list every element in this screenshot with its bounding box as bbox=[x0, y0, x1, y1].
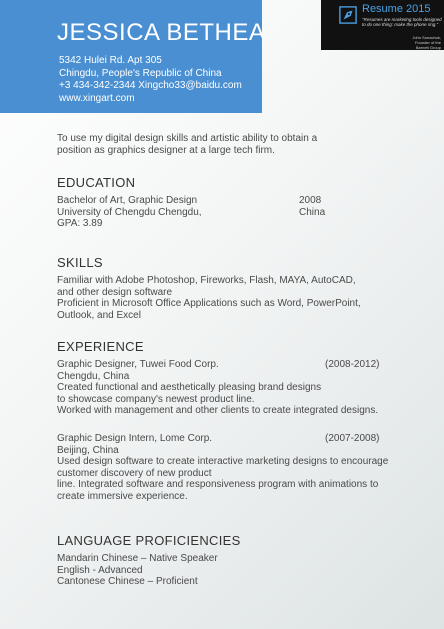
address-line-1: 5342 Hulei Rd. Apt 305 bbox=[59, 55, 162, 66]
job-dates: (2008-2012) bbox=[325, 359, 380, 370]
experience-job-1 bbox=[57, 359, 397, 417]
address-line-2: Chingdu, People's Republic of China bbox=[59, 67, 222, 79]
education-section bbox=[57, 195, 387, 230]
job-description-line: create immersive experience. bbox=[57, 490, 188, 502]
experience-job-2 bbox=[57, 433, 397, 503]
job-role: Graphic Designer, Tuwei Food Corp. bbox=[57, 359, 219, 370]
job-role: Graphic Design Intern, Lome Corp. bbox=[57, 433, 213, 444]
job-location: Chengdu, China bbox=[57, 370, 130, 382]
education-degree: Bachelor of Art, Graphic Design bbox=[57, 195, 198, 206]
education-year: 2008 bbox=[299, 195, 322, 206]
skills-section bbox=[57, 275, 361, 321]
job-description-line: Worked with management and other clients to create integrated designs. bbox=[57, 405, 379, 417]
experience-title: EXPERIENCE bbox=[57, 339, 144, 354]
badge-author: John Sonachuk, Founder of the Barnett Group bbox=[412, 35, 441, 50]
job-description-line: Used design software to create interactive marketing designs to encourage bbox=[57, 456, 389, 468]
objective-text: To use my digital design skills and artistic ability to obtain a position as graphics designer at a large tech firm. bbox=[57, 133, 318, 156]
header-banner bbox=[0, 0, 266, 113]
education-gpa: GPA: 3.89 bbox=[57, 218, 103, 230]
contact-info bbox=[59, 55, 242, 105]
education-school: University of Chengdu Chengdu, bbox=[57, 206, 202, 218]
phone-email: +3 434-342-2344 Xingcho33@baidu.com bbox=[59, 80, 242, 92]
job-dates: (2007-2008) bbox=[325, 433, 380, 444]
job-description-line: line. Integrated software and responsiveness program with animations to bbox=[57, 479, 379, 491]
job-header bbox=[57, 433, 397, 445]
education-degree-row bbox=[57, 195, 387, 207]
skills-line: Proficient in Microsoft Office Applications such as Word, PowerPoint, bbox=[57, 298, 361, 310]
job-location: Beijing, China bbox=[57, 444, 119, 456]
job-description-line: customer discovery of new product bbox=[57, 467, 212, 479]
job-description-line: to showcase company's newest product line. bbox=[57, 393, 255, 405]
language-item: Cantonese Chinese – Proficient bbox=[57, 576, 198, 588]
skills-line: Familiar with Adobe Photoshop, Fireworks, Flash, MAYA, AutoCAD, bbox=[57, 275, 356, 286]
candidate-name: JESSICA BETHEA bbox=[57, 19, 266, 46]
languages-title: LANGUAGE PROFICIENCIES bbox=[57, 533, 241, 548]
education-country: China bbox=[299, 206, 326, 218]
pen-nib-icon bbox=[339, 6, 357, 24]
skills-line: Outlook, and Excel bbox=[57, 309, 141, 321]
language-item: Mandarin Chinese – Native Speaker bbox=[57, 553, 218, 564]
badge-title: Resume 2015 bbox=[362, 3, 431, 15]
job-header bbox=[57, 359, 397, 371]
job-description-line: Created functional and aesthetically pleasing brand designs bbox=[57, 382, 322, 394]
badge-quote: "Resumes are marketing tools designed to do one thing: make the phone ring." bbox=[362, 17, 442, 27]
website-link[interactable]: www.xingart.com bbox=[59, 92, 135, 104]
language-item: English - Advanced bbox=[57, 564, 143, 576]
education-school-row bbox=[57, 207, 387, 219]
education-title: EDUCATION bbox=[57, 175, 136, 190]
languages-section bbox=[57, 553, 218, 588]
skills-title: SKILLS bbox=[57, 255, 103, 270]
skills-line: and other design software bbox=[57, 286, 173, 298]
resume-2015-badge bbox=[321, 0, 444, 50]
